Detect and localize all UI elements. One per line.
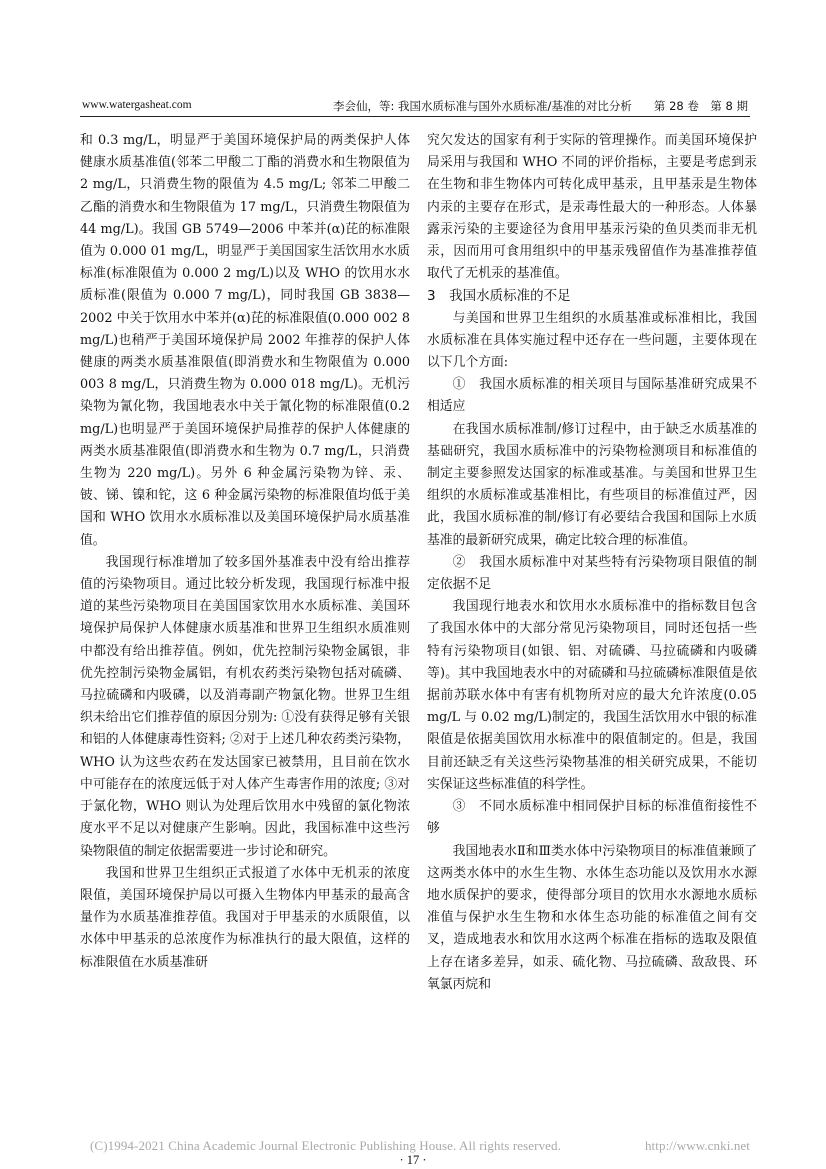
left-paragraph: 和 0.3 mg/L，明显严于美国环境保护局的两类保护人体健康水质基准值(邻苯二甲酸二丁酯的消费水和生物限值为 2 mg/L，只消费生物的限值为 4.5 mg/L; 邻苯二甲酸二乙酯的消费水和生物限值为 17 mg/L，只消费生物限值为 44 mg/L)。我国 GB 5749—2006 中苯并(α)芘的标准限值为 0.000 01 mg/L，明显严于美国国家生活饮用水水质标准(标准限值为 0.000 2 mg/L)以及 WHO 的饮用水水质标准(限值为 0.000 7 mg/L)，同时我国 GB 3838—2002 中关于饮用水中苯并(α)芘的标准限值(0.000 002 8 mg/L)也稍严于美国环境保护局 2002 年推荐的保护人体健康的两类水质基准限值(即消费水和生物限值为 0.000 003 8 mg/L，只消费生物为 0.000 018 mg/L)。无机污染物为氰化物，我国地表水中关于氰化物的标准限值(0.2 mg/L)也明显严于美国环境保护局推荐的保护人体健康的两类水质基准限值(即消费水和生物为 0.7 mg/L，只消费生物为 220 mg/L)。另外 6 种金属污染物为锌、汞、铍、锑、镍和铊，这 6 种金属污染物的标准限值均低于美国和 WHO 饮用水水质标准以及美国环境保护局水质基准值。 xyxy=(80,133,410,548)
right-paragraph: 我国现行地表水和饮用水水质标准中的指标数目包含了我国水体中的大部分常见污染物项目，同时还包括一些特有污染物项目(如银、铝、对硫磷、马拉硫磷和内吸磷等)。其中我国地表水中的对硫磷和马拉硫磷标准限值是依据前苏联水体中有害有机物所对应的最大允许浓度(0.05 mg/L 与 0.02 mg/L)制定的，我国生活饮用水中银的标准限值是依据美国饮用水标准中的限值制定的。但是，我国目前还缺乏有关这些污染物基准的相关研究成果，不能切实保证这些标准值的科学性。 xyxy=(427,599,757,792)
left-paragraph: 我国和世界卫生组织正式报道了水体中无机汞的浓度限值，美国环境保护局以可摄入生物体内甲基汞的最高含量作为水质基准推荐值。我国对于甲基汞的水质限值，以水体中甲基汞的总浓度作为标准执行的最大限值，这样的标准限值在水质基准研 xyxy=(80,865,410,970)
right-paragraph: 究欠发达的国家有利于实际的管理操作。而美国环境保护局采用与我国和 WHO 不同的评价指标，主要是考虑到汞在生物和非生物体内可转化成甲基汞，且甲基汞是生物体内汞的主要存在形式，是汞毒性最大的一种形态。人体暴露汞污染的主要途径为食用甲基汞污染的鱼贝类而非无机汞，因而用可食用组织中的甲基汞残留值作为基准推荐值取代了无机汞的基准值。 xyxy=(427,133,757,282)
right-text-column xyxy=(427,130,757,996)
running-header xyxy=(80,96,750,117)
journal-website: www.watergasheat.com xyxy=(82,99,192,111)
right-paragraph: 与美国和世界卫生组织的水质基准或标准相比，我国水质标准在具体实施过程中还存在一些问题，主要体现在以下几个方面: xyxy=(427,310,757,371)
copyright-footer xyxy=(90,1138,750,1154)
right-paragraph: ② 我国水质标准中对某些特有污染物项目限值的制定依据不足 xyxy=(427,554,757,593)
left-text-column xyxy=(80,130,410,974)
right-paragraph: ① 我国水质标准的相关项目与国际基准研究成果不相适应 xyxy=(427,377,757,415)
right-paragraph: 在我国水质标准制/修订过程中，由于缺乏水质基准的基础研究，我国水质标准中的污染物检测项目和标准值的制定主要参照发达国家的标准或基准。与美国和世界卫生组织的水质标准或基准相比，有些项目的标准值过严，因此，我国水质标准的制/修订有必要结合我国和国际上水质基准的最新研究成果，确定比较合理的标准值。 xyxy=(427,421,757,548)
issue-info: 第 28 卷 第 8 期 xyxy=(653,99,748,113)
page-number: · 17 · xyxy=(399,1153,427,1167)
section-heading: 3 我国水质标准的不足 xyxy=(427,288,571,305)
left-paragraph: 我国现行标准增加了较多国外基准表中没有给出推荐值的污染物项目。通过比较分析发现，我国现行标准中报道的某些污染物项目在美国国家饮用水水质标准、美国环境保护局保护人体健康水质基准和世界卫生组织水质准则中都没有给出推荐值。例如，优先控制污染物金属银，非优先控制污染物金属铝，有机农药类污染物包括对硫磷、马拉硫磷和内吸磷，以及消毒副产物氯化物。世界卫生组织未给出它们推荐值的原因分别为: ①没有获得足够有关银和铝的人体健康毒性资料; ②对于上述几种农药类污染物，WHO 认为这些农药在发达国家已被禁用，且目前在饮水中可能存在的浓度远低于对人体产生毒害作用的浓度; ③对于氯化物，WHO 则认为处理后饮用水中残留的氯化物浓度水平不足以对健康产生影响。因此，我国标准中这些污染物限值的制定依据需要进一步讨论和研究。 xyxy=(80,554,410,859)
cnki-link[interactable]: http://www.cnki.net xyxy=(644,1138,750,1153)
copyright-text: (C)1994-2021 China Academic Journal Electronic Publishing House. All rights reserved. xyxy=(90,1138,561,1153)
right-paragraph: 我国地表水Ⅱ和Ⅲ类水体中污染物项目的标准值兼顾了这两类水体中的水生生物、水体生态功能以及饮用水水源地水质保护的要求，使得部分项目的饮用水水源地水质标准值与保护水生生物和水体生态功能的标准值之间有交叉，造成地表水和饮用水这两个标准在指标的选取及限值上存在诸多差异，如汞、硫化物、马拉硫磷、敌敌畏、环氧氯丙烷和 xyxy=(427,843,757,992)
right-paragraph: ③ 不同水质标准中相同保护目标的标准值衔接性不够 xyxy=(427,799,757,837)
running-title: 李会仙，等: 我国水质标准与国外水质标准/基准的对比分析 xyxy=(333,99,632,113)
